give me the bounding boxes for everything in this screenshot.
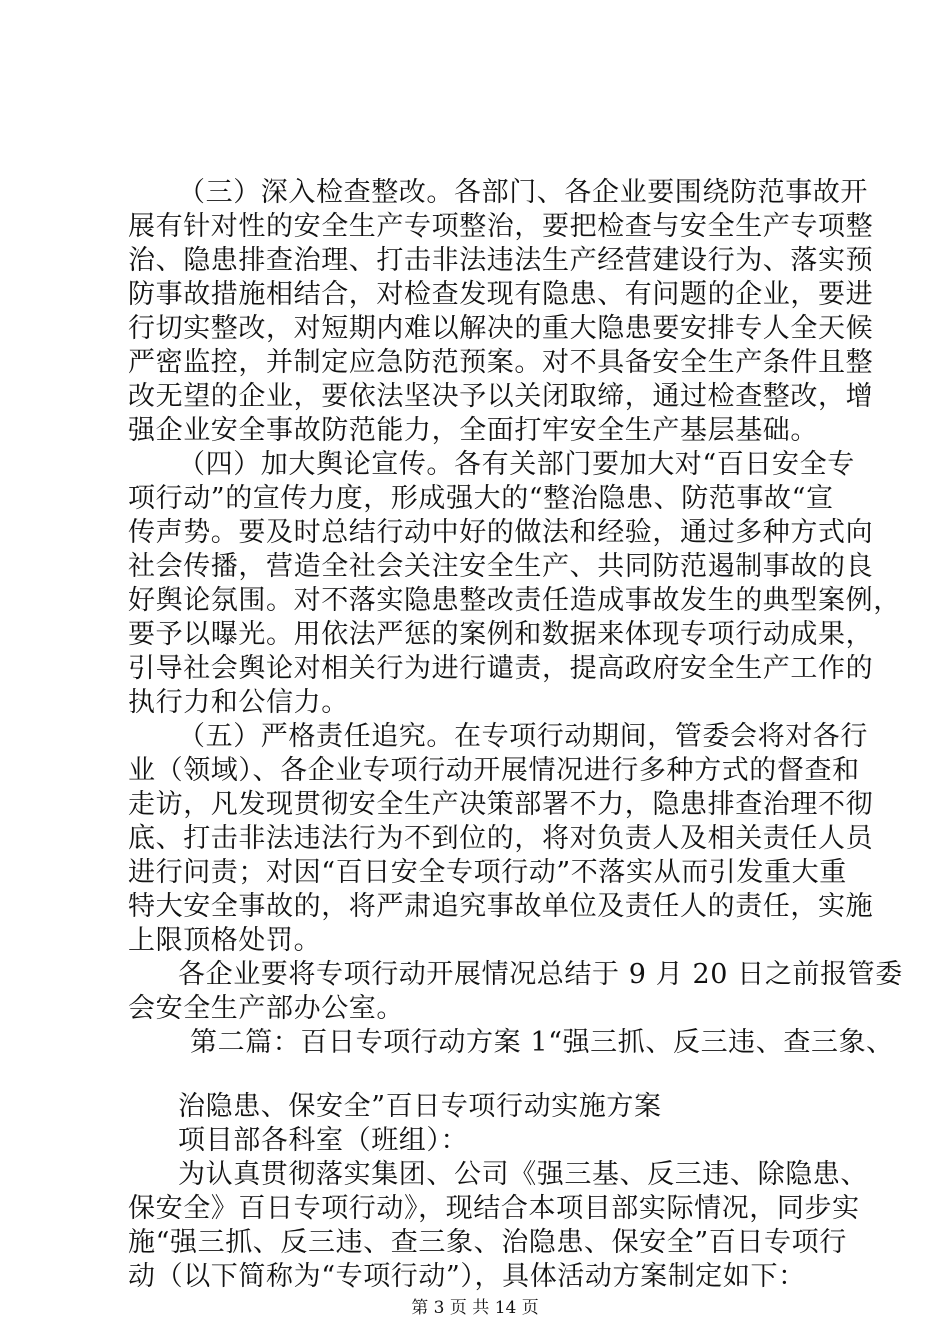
text-line: 传声势。要及时总结行动中好的做法和经验，通过多种方式向 (128, 517, 874, 548)
text-line: 好舆论氛围。对不落实隐患整改责任造成事故发生的典型案例， (128, 585, 901, 616)
text-line: 会安全生产部办公室。 (128, 993, 404, 1024)
text-line: 强企业安全事故防范能力，全面打牢安全生产基层基础。 (128, 415, 818, 446)
text-line: （五）严格责任追究。在专项行动期间，管委会将对各行 (178, 721, 868, 752)
text-line: 保安全》百日专项行动》，现结合本项目部实际情况，同步实 (128, 1193, 860, 1224)
section-heading-line: 治隐患、保安全”百日专项行动实施方案 (178, 1091, 662, 1122)
text-line: 为认真贯彻落实集团、公司《强三基、反三违、除隐患、 (178, 1159, 868, 1190)
text-line: （三）深入检查整改。各部门、各企业要围绕防范事故开 (178, 177, 868, 208)
text-line: 业（领域）、各企业专项行动开展情况进行多种方式的督查和 (128, 755, 860, 786)
text-line: 进行问责；对因“百日安全专项行动”不落实从而引发重大重 (128, 857, 847, 888)
text-line: 动（以下简称为“专项行动”），具体活动方案制定如下： (128, 1261, 806, 1292)
text-line: 引导社会舆论对相关行为进行谴责，提高政府安全生产工作的 (128, 653, 874, 684)
section-heading-line: 第二篇：百日专项行动方案 1“强三抓、反三违、查三象、 (190, 1027, 894, 1058)
text-line: 社会传播，营造全社会关注安全生产、共同防范遏制事故的良 (128, 551, 874, 582)
text-line: 特大安全事故的，将严肃追究事故单位及责任人的责任，实施 (128, 891, 874, 922)
salutation-line: 项目部各科室（班组）： (178, 1125, 469, 1156)
page-number-footer: 第 3 页 共 14 页 (411, 1298, 539, 1318)
text-line: 执行力和公信力。 (128, 687, 349, 718)
text-line: 行切实整改，对短期内难以解决的重大隐患要安排专人全天候 (128, 313, 874, 344)
text-line: （四）加大舆论宣传。各有关部门要加大对“百日安全专 (178, 449, 855, 480)
text-line: 防事故措施相结合，对检查发现有隐患、有问题的企业，要进 (128, 279, 874, 310)
text-line: 严密监控，并制定应急防范预案。对不具备安全生产条件且整 (128, 347, 874, 378)
text-line: 上限顶格处罚。 (128, 925, 322, 956)
text-line: 治、隐患排查治理、打击非法违法生产经营建设行为、落实预 (128, 245, 874, 276)
text-line: 项行动”的宣传力度，形成强大的“整治隐患、防范事故“宣 (128, 483, 834, 514)
text-line: 要予以曝光。用依法严惩的案例和数据来体现专项行动成果， (128, 619, 874, 650)
text-line: 展有针对性的安全生产专项整治，要把检查与安全生产专项整 (128, 211, 874, 242)
text-line: 改无望的企业，要依法坚决予以关闭取缔，通过检查整改，增 (128, 381, 874, 412)
text-line: 底、打击非法违法行为不到位的，将对负责人及相关责任人员 (128, 823, 874, 854)
text-line: 施“强三抓、反三违、查三象、治隐患、保安全”百日专项行 (128, 1227, 847, 1258)
text-line: 走访，凡发现贯彻安全生产决策部署不力，隐患排查治理不彻 (128, 789, 874, 820)
text-line: 各企业要将专项行动开展情况总结于 9 月 20 日之前报管委 (178, 959, 903, 990)
